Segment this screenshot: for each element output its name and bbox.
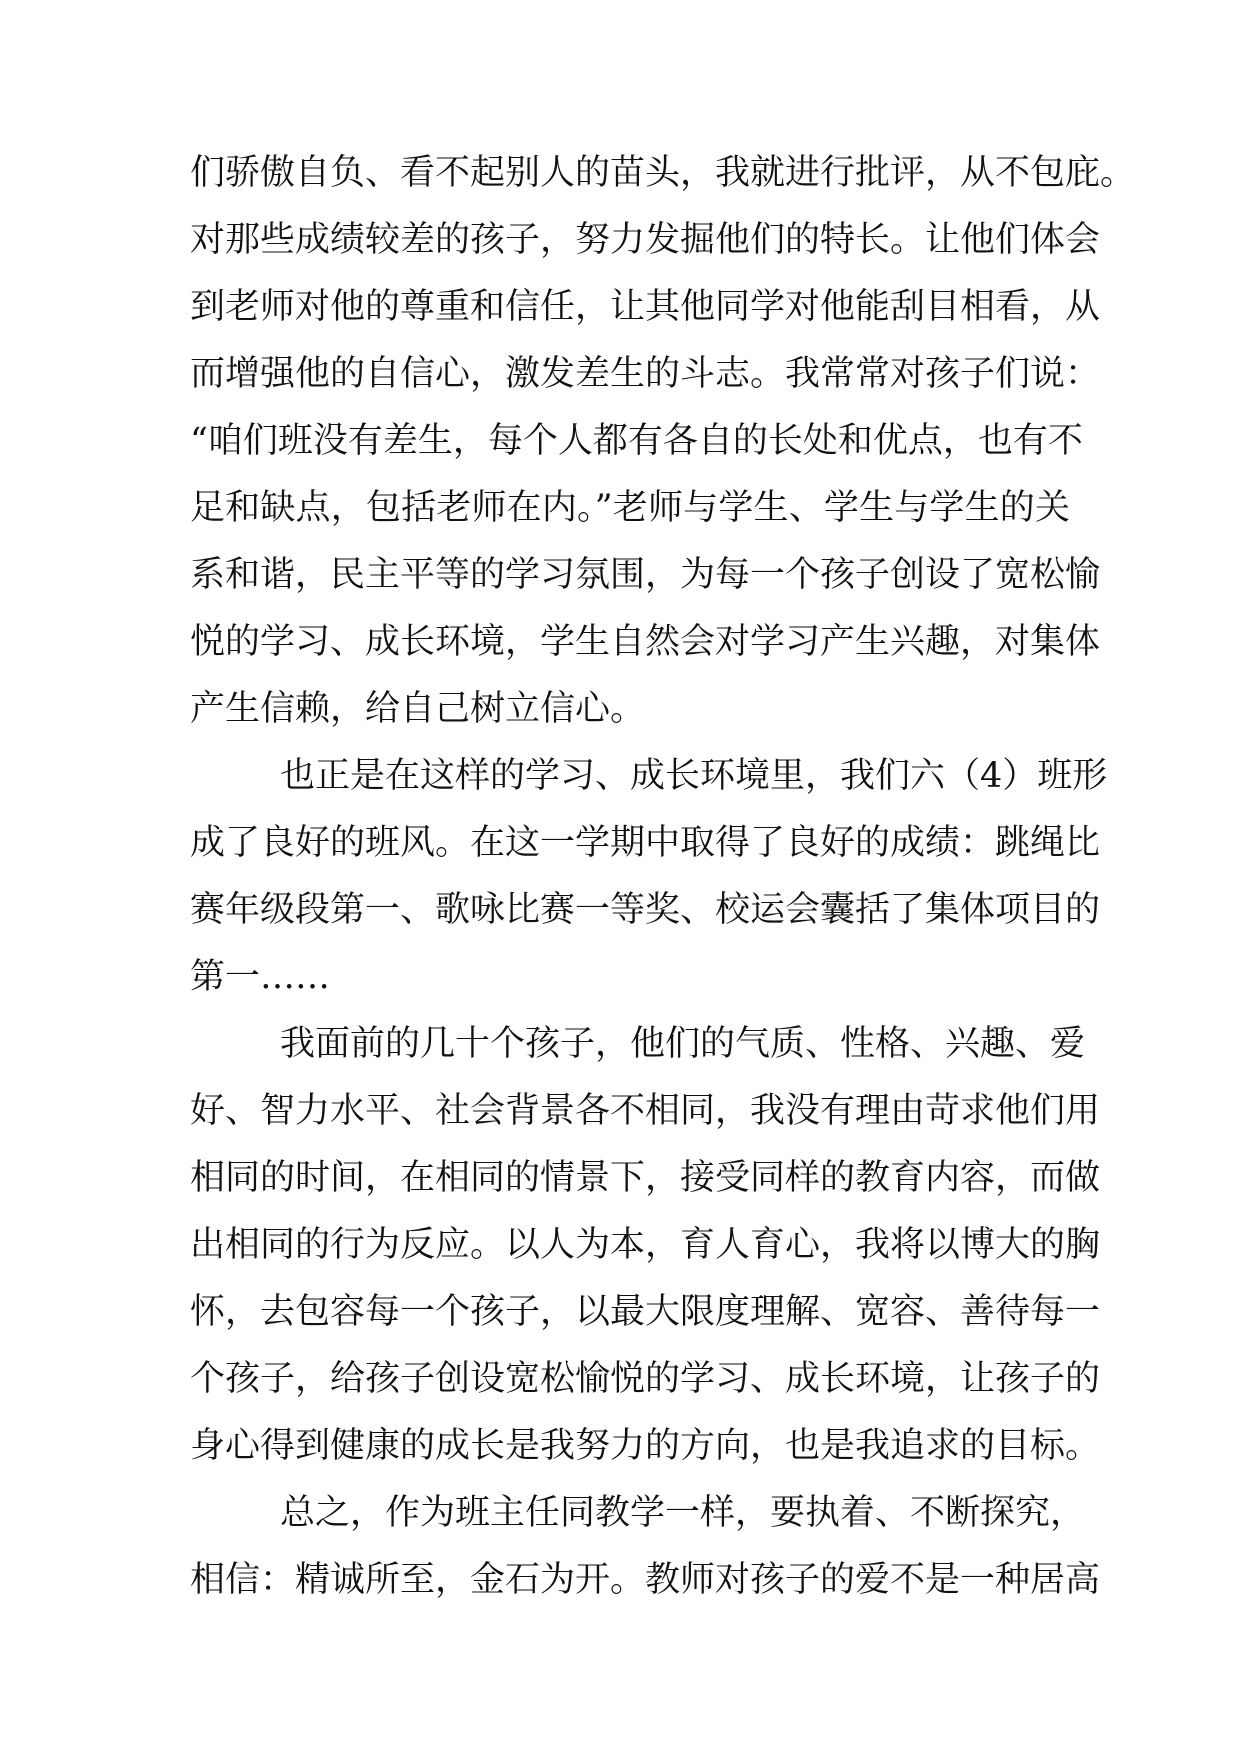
text-line: 出相同的行为反应。以人为本，育人育心，我将以博大的胸 xyxy=(190,1225,1101,1265)
text-line: 产生信赖，给自己树立信心。 xyxy=(190,689,646,729)
body-text xyxy=(190,140,1136,1614)
text-line: 悦的学习、成长环境，学生自然会对学习产生兴趣，对集体 xyxy=(190,622,1101,662)
text-line: 个孩子，给孩子创设宽松愉悦的学习、成长环境，让孩子的 xyxy=(190,1359,1101,1399)
text-line: 赛年级段第一、歌咏比赛一等奖、校运会囊括了集体项目的 xyxy=(190,890,1101,930)
text-line: 们骄傲自负、看不起别人的苗头，我就进行批评，从不包庇。 xyxy=(190,153,1136,193)
text-line: 系和谐，民主平等的学习氛围，为每一个孩子创设了宽松愉 xyxy=(190,555,1101,595)
text-line: 身心得到健康的成长是我努力的方向，也是我追求的目标。 xyxy=(190,1426,1101,1466)
text-line: 足和缺点，包括老师在内。”老师与学生、学生与学生的关 xyxy=(190,488,1070,528)
text-line: 成了良好的班风。在这一学期中取得了良好的成绩：跳绳比 xyxy=(190,823,1101,863)
text-line: 好、智力水平、社会背景各不相同，我没有理由苛求他们用 xyxy=(190,1091,1101,1131)
text-line: 而增强他的自信心，激发差生的斗志。我常常对孩子们说： xyxy=(190,354,1101,394)
paragraph-first-line: 总之，作为班主任同教学一样，要执着、不断探究， xyxy=(280,1493,1086,1533)
text-line: 到老师对他的尊重和信任，让其他同学对他能刮目相看，从 xyxy=(190,287,1101,327)
paragraph-first-line: 也正是在这样的学习、成长环境里，我们六（4）班形 xyxy=(280,756,1108,796)
text-line: 对那些成绩较差的孩子，努力发掘他们的特长。让他们体会 xyxy=(190,220,1101,260)
paragraph-first-line: 我面前的几十个孩子，他们的气质、性格、兴趣、爱 xyxy=(280,1024,1086,1064)
text-line: “咱们班没有差生，每个人都有各自的长处和优点，也有不 xyxy=(190,421,1083,461)
text-line: 相信：精诚所至，金石为开。教师对孩子的爱不是一种居高 xyxy=(190,1560,1101,1600)
text-line: 第一…… xyxy=(190,957,331,997)
text-line: 怀，去包容每一个孩子，以最大限度理解、宽容、善待每一 xyxy=(190,1292,1101,1332)
text-line: 相同的时间，在相同的情景下，接受同样的教育内容，而做 xyxy=(190,1158,1101,1198)
